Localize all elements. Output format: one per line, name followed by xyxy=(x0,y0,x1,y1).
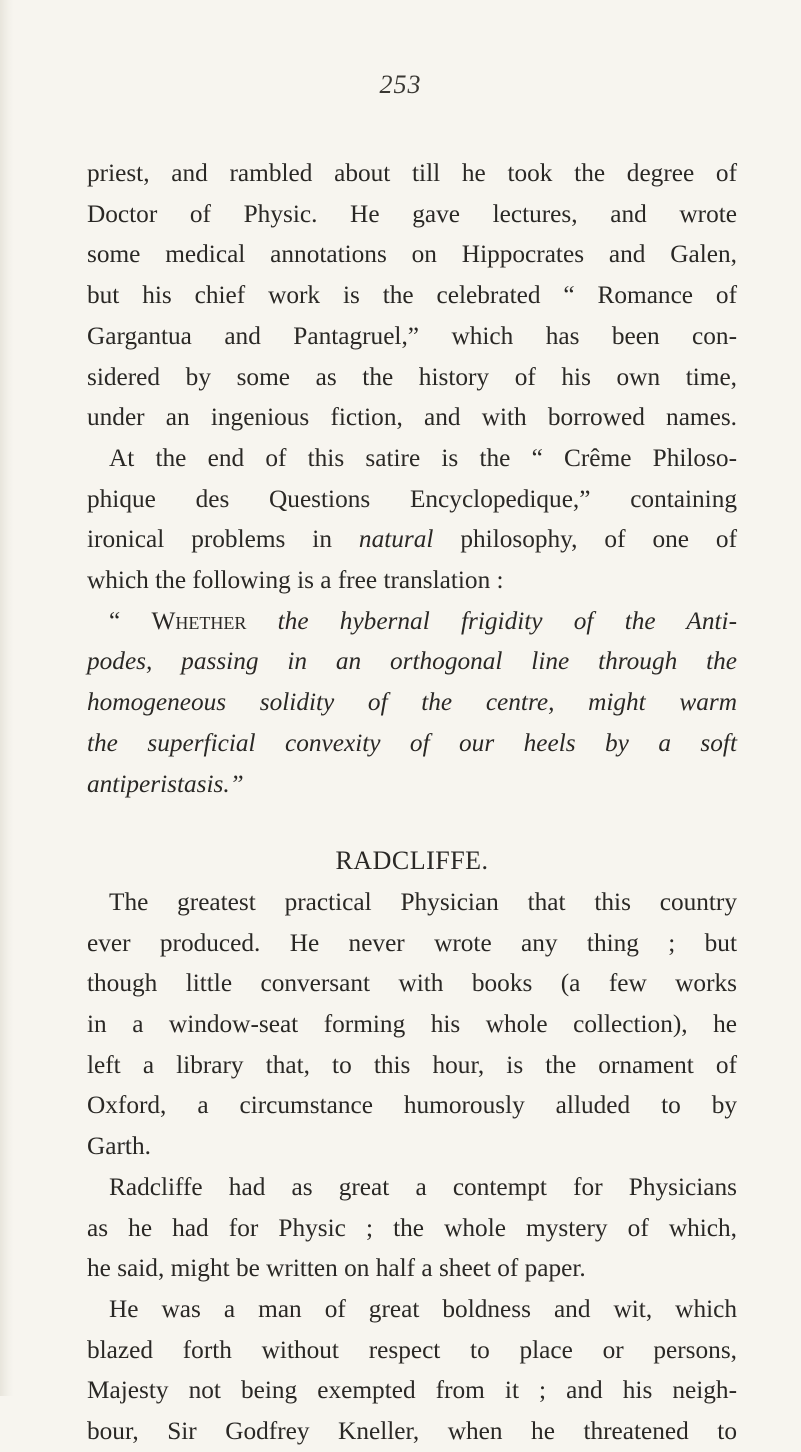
body-line: which the following is a free translation : xyxy=(87,566,504,595)
body-line: He was a man of great boldness and wit, which xyxy=(109,1294,737,1323)
body-line: sidered by some as the history of his own time, xyxy=(87,362,737,391)
body-line: At the end of this satire is the “ Crême Philoso- xyxy=(109,443,737,472)
body-line xyxy=(87,519,737,560)
body-line: Gargantua and Pantagruel,” which has been con- xyxy=(87,321,737,350)
body-line: in a window-seat forming his whole collection), he xyxy=(87,1010,737,1039)
body-line: Garth. xyxy=(87,1132,151,1161)
body-line: Oxford, a circumstance humorously alluded to by xyxy=(87,1091,737,1120)
text-run: ironical problems in xyxy=(87,525,359,554)
body-line: but his chief work is the celebrated “ Romance of xyxy=(87,281,737,310)
body-line: Majesty not being exempted from it ; and his neigh- xyxy=(87,1376,737,1405)
body-line: ever produced. He never wrote any thing ; but xyxy=(87,928,737,957)
section-heading: RADCLIFFE. xyxy=(335,846,489,876)
emphasis-natural: natural xyxy=(358,525,434,554)
body-line: blazed forth without respect to place or persons, xyxy=(87,1335,737,1364)
body-line: some medical annotations on Hippocrates and Galen, xyxy=(87,240,737,269)
body-line: phique des Questions Encyclopedique,” containing xyxy=(87,484,737,513)
page-body xyxy=(87,153,737,1452)
quote-line: podes, passing in an orthogonal line through the xyxy=(87,647,737,676)
text-run: the hybernal frigidity of the Anti- xyxy=(246,606,737,635)
page-number: 253 xyxy=(379,70,422,99)
quote-line: antiperistasis.” xyxy=(87,769,244,798)
quote-line: homogeneous solidity of the centre, might warm xyxy=(87,688,737,717)
body-line: he said, might be written on half a sheet of paper. xyxy=(87,1254,586,1283)
body-line: left a library that, to this hour, is the ornament of xyxy=(87,1050,737,1079)
body-line: Doctor of Physic. He gave lectures, and wrote xyxy=(87,199,737,228)
quote-line: the superficial convexity of our heels by a soft xyxy=(87,728,737,757)
body-line: under an ingenious fiction, and with borrowed names. xyxy=(87,403,737,432)
page-gutter-shadow xyxy=(0,0,14,1396)
body-line: priest, and rambled about till he took the degree of xyxy=(87,159,737,187)
quote-lead-word: Whether xyxy=(151,606,247,635)
quote-line xyxy=(87,601,737,642)
quote-open-mark: “ xyxy=(109,606,152,635)
body-line: as he had for Physic ; the whole mystery of which, xyxy=(87,1213,737,1242)
body-line: Radcliffe had as great a contempt for Physicians xyxy=(109,1172,737,1201)
body-line: though little conversant with books (a few works xyxy=(87,969,737,998)
body-line: The greatest practical Physician that this country xyxy=(109,887,737,916)
text-run: philosophy, of one of xyxy=(433,525,737,554)
body-line: bour, Sir Godfrey Kneller, when he threatened to xyxy=(87,1417,737,1446)
